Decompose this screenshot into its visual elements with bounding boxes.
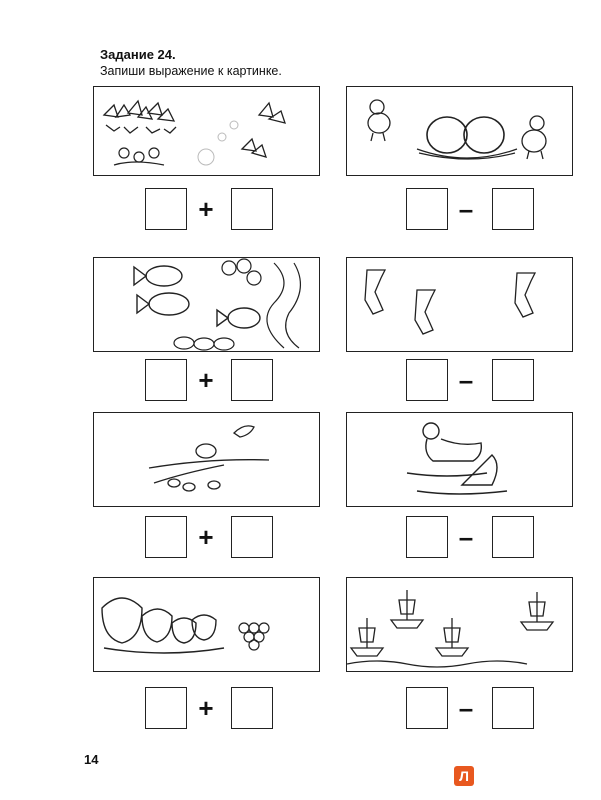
operator-minus: – [458, 365, 474, 395]
picture-berries [93, 577, 320, 672]
publisher-logo: Л [454, 766, 474, 786]
answer-box[interactable] [492, 359, 534, 401]
task-instruction: Запиши выражение к картинке. [100, 64, 282, 78]
duck-icon [347, 413, 574, 508]
chick-icon [347, 87, 574, 177]
raspberry-icon [239, 623, 269, 650]
branch-icon [149, 460, 269, 491]
flower-icon [114, 148, 164, 165]
answer-box[interactable] [492, 516, 534, 558]
answer-box[interactable] [231, 516, 273, 558]
sailboat-icon [347, 578, 574, 673]
answer-box[interactable] [145, 188, 187, 230]
answer-box[interactable] [406, 516, 448, 558]
answer-box[interactable] [406, 687, 448, 729]
answer-box[interactable] [231, 359, 273, 401]
answer-box[interactable] [231, 188, 273, 230]
picture-birds-branch [93, 412, 320, 507]
answer-box[interactable] [231, 687, 273, 729]
picture-chicks-eggs [346, 86, 573, 176]
operator-minus: – [458, 522, 474, 552]
operator-plus: + [198, 194, 214, 224]
answer-box[interactable] [492, 687, 534, 729]
picture-butterflies-flowers [93, 86, 320, 176]
strawberry-icon [94, 578, 321, 673]
answer-box[interactable] [145, 516, 187, 558]
page-number: 14 [84, 752, 99, 767]
task-title: Задание 24. [100, 47, 176, 62]
bird-icon [94, 413, 321, 508]
operator-plus: + [198, 522, 214, 552]
answer-box[interactable] [145, 359, 187, 401]
answer-box[interactable] [145, 687, 187, 729]
picture-fish [93, 257, 320, 352]
crocodile-icon [347, 258, 574, 353]
operator-minus: – [458, 194, 474, 224]
butterfly-icon [94, 87, 321, 177]
fish-icon [94, 258, 321, 353]
picture-sailboats [346, 577, 573, 672]
nest-icon [417, 149, 517, 159]
picture-crocodiles [346, 257, 573, 352]
egg-icon [427, 117, 504, 153]
stone-icon [174, 259, 261, 350]
answer-box[interactable] [406, 359, 448, 401]
picture-ducks [346, 412, 573, 507]
answer-box[interactable] [492, 188, 534, 230]
operator-minus: – [458, 693, 474, 723]
operator-plus: + [198, 693, 214, 723]
answer-box[interactable] [406, 188, 448, 230]
seaweed-icon [267, 263, 300, 348]
operator-plus: + [198, 365, 214, 395]
